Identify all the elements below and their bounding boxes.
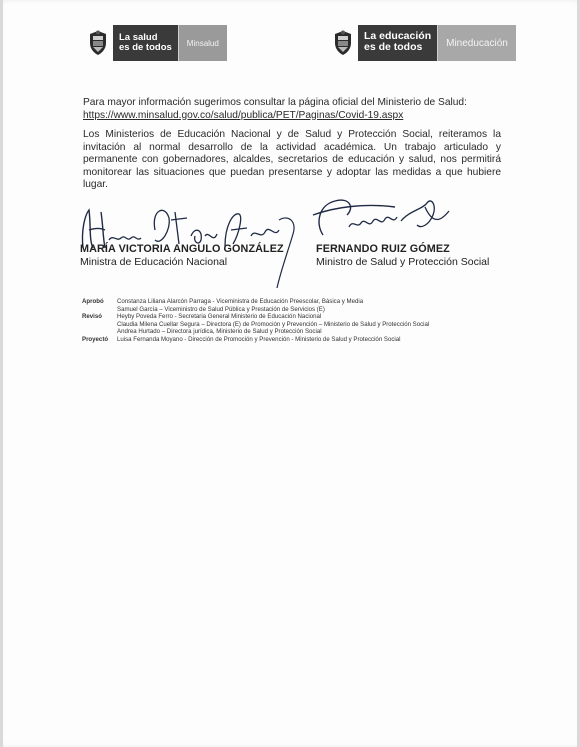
signatory-title: Ministro de Salud y Protección Social xyxy=(316,255,490,268)
slogan-line-1: La salud xyxy=(119,32,158,43)
colombia-crest-icon xyxy=(83,25,113,61)
credit-line: Luisa Fernanda Moyano - Dirección de Promoción y Prevención - Ministerio de Salud y Protección Social xyxy=(117,335,401,343)
slogan-line-1: La educación xyxy=(364,30,432,42)
credit-row-aprobo xyxy=(82,298,429,313)
logo-ministry-name: Minsalud xyxy=(179,25,227,61)
credit-line: Constanza Liliana Alarcón Parraga - Viceministra de Educación Preescolar, Básica y Media xyxy=(117,298,364,305)
logo-ministry-name: Mineducación xyxy=(438,25,516,61)
credit-line: Andrea Hurtado – Directora jurídica, Ministerio de Salud y Protección Social xyxy=(117,328,322,335)
slogan-line-2: es de todos xyxy=(364,41,423,53)
scan-edge-left xyxy=(0,0,3,747)
signatory-name: MARÍA VICTORIA ANGULO GONZÁLEZ xyxy=(80,243,284,255)
credit-label: Aprobó xyxy=(82,298,104,305)
logo-slogan xyxy=(113,25,178,61)
info-text: Para mayor información sugerimos consultar la página oficial del Ministerio de Salud: xyxy=(83,97,467,108)
logo-slogan xyxy=(358,25,437,61)
signatory-title: Ministra de Educación Nacional xyxy=(80,255,228,268)
credit-line: Heyby Poveda Ferro - Secretaria General Ministerio de Educación Nacional xyxy=(117,313,322,320)
minsalud-logo xyxy=(83,25,227,61)
credit-row-reviso xyxy=(82,313,429,336)
colombia-crest-icon xyxy=(328,25,358,61)
signature-block-health xyxy=(316,243,489,268)
approval-credits xyxy=(82,298,429,343)
info-paragraph xyxy=(83,97,501,122)
signatory-name: FERNANDO RUIZ GÓMEZ xyxy=(316,243,450,255)
minsalud-link[interactable]: https://www.minsalud.gov.co/salud/publica/PET/Paginas/Covid-19.aspx xyxy=(83,109,404,121)
credit-line: Samuel García – Viceministro de Salud Pública y Prestación de Servicios (E) xyxy=(117,305,325,313)
mineducacion-logo xyxy=(328,25,516,61)
signature-scribble-left xyxy=(75,190,305,290)
credit-label: Proyectó xyxy=(82,335,109,343)
credit-row-proyecto xyxy=(82,336,429,344)
credit-label: Revisó xyxy=(82,313,102,320)
slogan-line-2: es de todos xyxy=(119,42,172,53)
credit-line: Claudia Milena Cuellar Segura – Directora (E) de Promoción y Prevención – Ministerio de Salud y Protección Social xyxy=(117,320,430,328)
invitation-paragraph: Los Ministerios de Educación Nacional y de Salud y Protección Social, reiteramos la invitación al normal desarrollo de la actividad académica. Un trabajo articulado y permanente con gobernadores, alcaldes, secretarios de educación y salud, nos permitirá monitorear las situaciones que puedan presentarse y adoptar las medidas a que hubiere lugar. xyxy=(83,129,501,190)
signature-block-education xyxy=(80,243,284,268)
